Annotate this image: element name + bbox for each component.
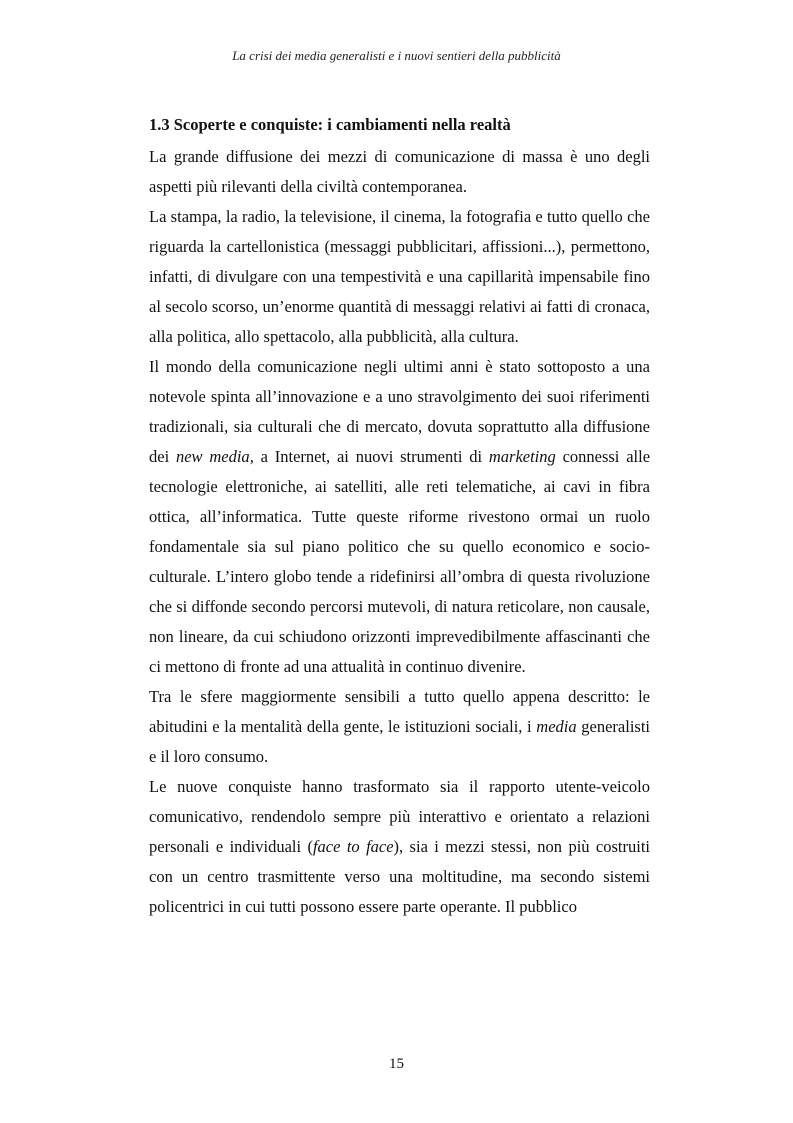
- page-body: [149, 112, 650, 922]
- italic-term-new-media: new media: [175, 447, 250, 466]
- paragraph-5: Le nuove conquiste hanno trasformato sia il rapporto utente-veicolo comunicativo, rendendolo sempre più interattivo e orientato a relazioni personali e individuali (face to face), sia i mezzi stessi, non più costruiti con un centro trasmittente verso una moltitudine, ma secondo sistemi policentrici in cui tutti possono essere parte operante. Il pubblico: [149, 777, 650, 916]
- italic-term-face-to-face: face to face: [312, 837, 394, 856]
- italic-term-media: media: [536, 717, 577, 736]
- paragraph-3: Il mondo della comunicazione negli ultimi anni è stato sottoposto a una notevole spinta all’innovazione e a uno stravolgimento dei suoi riferimenti tradizionali, sia culturali che di mercato, dovuta soprattutto alla diffusione dei new media, a Internet, ai nuovi strumenti di marketing connessi alle tecnologie elettroniche, ai satelliti, alle reti telematiche, ai cavi in fibra ottica, all’informatica. Tutte queste riforme rivestono ormai un ruolo fondamentale sia sul piano politico che su quello economico e socio-culturale. L’intero globo tende a ridefinirsi all’ombra di questa rivoluzione che si diffonde secondo percorsi mutevoli, di natura reticolare, non causale, non lineare, da cui schiudono orizzonti imprevedibilmente affascinanti che ci mettono di fronte ad una attualità in continuo divenire.: [149, 357, 651, 676]
- paragraph-1: La grande diffusione dei mezzi di comunicazione di massa è uno degli aspetti più rilevanti della civiltà contemporanea.: [149, 147, 650, 196]
- page-number: 15: [389, 1056, 404, 1072]
- paragraph-2: La stampa, la radio, la televisione, il cinema, la fotografia e tutto quello che riguarda la cartellonistica (messaggi pubblicitari, affissioni...), permettono, infatti, di divulgare con una tempestività e una capillarità impensabile fino al secolo scorso, un’enorme quantità di messaggi relativi ai fatti di cronaca, alla politica, allo spettacolo, alla pubblicità, alla cultura.: [149, 207, 650, 346]
- section-title: 1.3 Scoperte e conquiste: i cambiamenti nella realtà: [149, 115, 511, 134]
- running-header: La crisi dei media generalisti e i nuovi sentieri della pubblicità: [232, 48, 561, 63]
- italic-term-marketing: marketing: [488, 447, 556, 466]
- paragraph-4: Tra le sfere maggiormente sensibili a tutto quello appena descritto: le abitudini e la mentalità della gente, le istituzioni sociali, i media generalisti e il loro consumo.: [149, 687, 650, 766]
